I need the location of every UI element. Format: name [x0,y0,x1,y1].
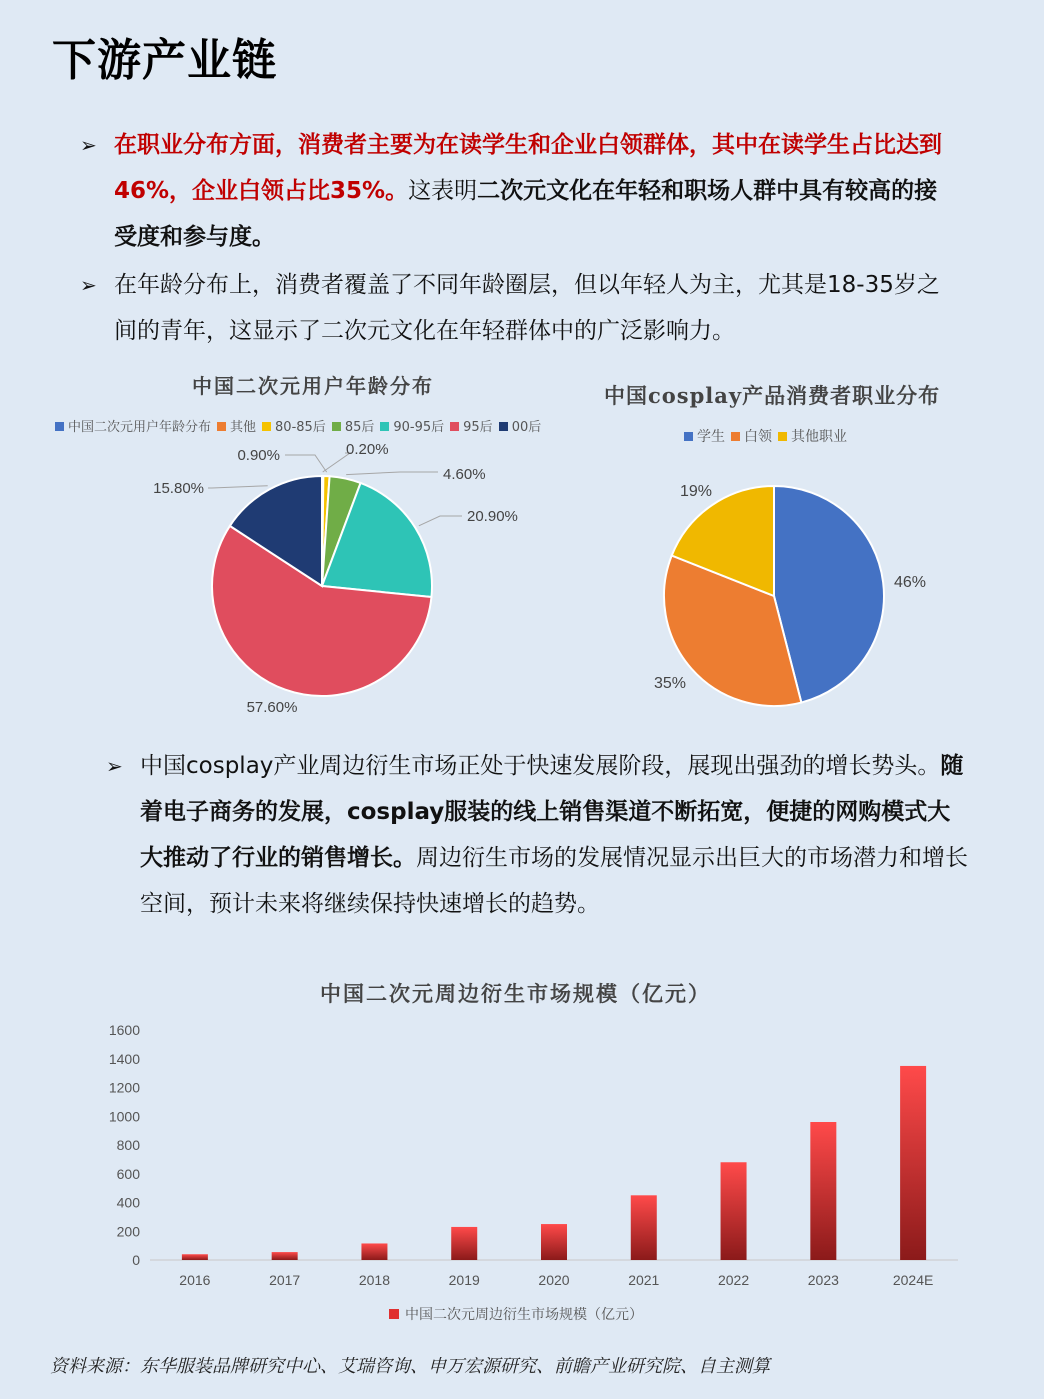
y-tick-label: 400 [116,1194,140,1211]
legend-swatch [778,432,787,441]
legend-label: 白领 [744,429,772,445]
bar [272,1252,298,1260]
bar [631,1195,657,1260]
leader-line [285,455,327,472]
occupation-chart-legend [684,426,853,446]
bar [451,1227,477,1260]
x-tick-label: 2016 [179,1272,211,1288]
bar [182,1254,208,1260]
age-pie-chart [100,420,620,740]
x-tick-label: 2023 [807,1272,839,1288]
bullet-1-normal: 这表明 [408,178,478,204]
pie-data-label: 20.90% [467,508,518,525]
bullet-2-text: 在年龄分布上，消费者覆盖了不同年龄圈层，但以年轻人为主，尤其是18-35岁之间的青年，这显示了二次元文化在年轻群体中的广泛影响力。 [114,272,940,344]
y-tick-label: 800 [116,1137,140,1153]
legend-label: 90-95后 [393,420,445,435]
legend-label: 学生 [697,429,725,445]
pie-data-label: 57.60% [246,699,298,716]
x-tick-label: 2020 [538,1272,570,1288]
market-bar-chart [90,1010,990,1350]
bullet-1-bold: 二次元文化在年轻和职场人群中具有较高的接受度和参与度。 [114,178,938,250]
pie-data-label: 19% [679,483,712,500]
legend-item [684,426,725,446]
occupation-chart-title: 中国cosplay产品消费者职业分布 [604,383,941,408]
arrow-icon: ➢ [106,754,123,778]
leader-line [208,486,268,488]
source-note: 资料来源：东华服装品牌研究中心、艾瑞咨询、申万宏源研究、前瞻产业研究院、自主测算 [50,1356,770,1377]
legend-label: 00后 [511,420,542,435]
bar [361,1243,387,1260]
pie-data-label: 0.90% [237,447,280,464]
legend-swatch [684,432,693,441]
legend-label: 其他 [230,420,257,435]
bullet-3-normal-2: 周边衍生市场的发展情况显示出巨大的市场潜力和增长空间，预计未来将继续保持快速增长的趋势。 [140,845,968,917]
y-tick-label: 0 [132,1252,140,1268]
legend-label: 95后 [463,420,493,435]
x-tick-label: 2021 [628,1272,660,1288]
arrow-icon: ➢ [80,133,97,157]
occupation-pie-chart [600,450,1000,750]
pie-data-label: 46% [894,574,927,591]
legend-item [778,426,847,446]
x-tick-label: 2017 [269,1272,301,1288]
legend-label: 其他职业 [791,429,847,445]
y-tick-label: 1000 [108,1108,140,1125]
legend-label: 80-85后 [275,420,326,435]
legend-label: 85后 [344,420,375,435]
bullet-1 [80,122,960,260]
leader-line [346,472,438,475]
y-tick-label: 200 [116,1223,140,1240]
legend-swatch [389,1309,399,1319]
page-title: 下游产业链 [52,35,277,86]
pie-data-label: 4.60% [443,466,486,483]
market-chart-title: 中国二次元周边衍生市场规模（亿元） [320,981,711,1006]
bullet-2 [80,262,960,354]
y-tick-label: 1200 [108,1079,140,1096]
x-tick-label: 2024E [892,1272,934,1288]
bar [721,1162,747,1260]
bar [900,1066,926,1260]
x-tick-label: 2018 [358,1272,391,1288]
age-chart-title: 中国二次元用户年龄分布 [192,374,434,398]
bullet-3-bold: 随着电子商务的发展，cosplay服装的线上销售渠道不断拓宽，便捷的网购模式大大推动了行业的销售增长。 [140,753,964,871]
bar [541,1224,567,1260]
arrow-icon: ➢ [80,273,97,297]
bar [810,1122,836,1260]
x-tick-label: 2019 [448,1272,480,1288]
bullet-3 [106,743,971,927]
leader-line [419,516,462,526]
legend-label: 中国二次元用户年龄分布 [68,420,212,435]
legend-swatch [731,432,740,441]
legend-label: 中国二次元周边衍生市场规模（亿元） [405,1307,643,1323]
y-tick-label: 1400 [108,1050,140,1067]
pie-data-label: 0.20% [346,441,389,458]
x-tick-label: 2022 [717,1272,750,1288]
pie-data-label: 15.80% [153,480,204,497]
legend-item [731,426,772,446]
y-tick-label: 1600 [108,1022,140,1038]
y-tick-label: 600 [116,1165,140,1182]
pie-data-label: 35% [653,675,686,692]
bullet-1-red: 在职业分布方面，消费者主要为在读学生和企业白领群体，其中在读学生占比达到46%，企业白领占比35%。 [114,132,942,204]
bullet-3-normal: 中国cosplay产业周边衍生市场正处于快速发展阶段，展现出强劲的增长势头。 [140,753,941,779]
legend-swatch [55,422,64,431]
